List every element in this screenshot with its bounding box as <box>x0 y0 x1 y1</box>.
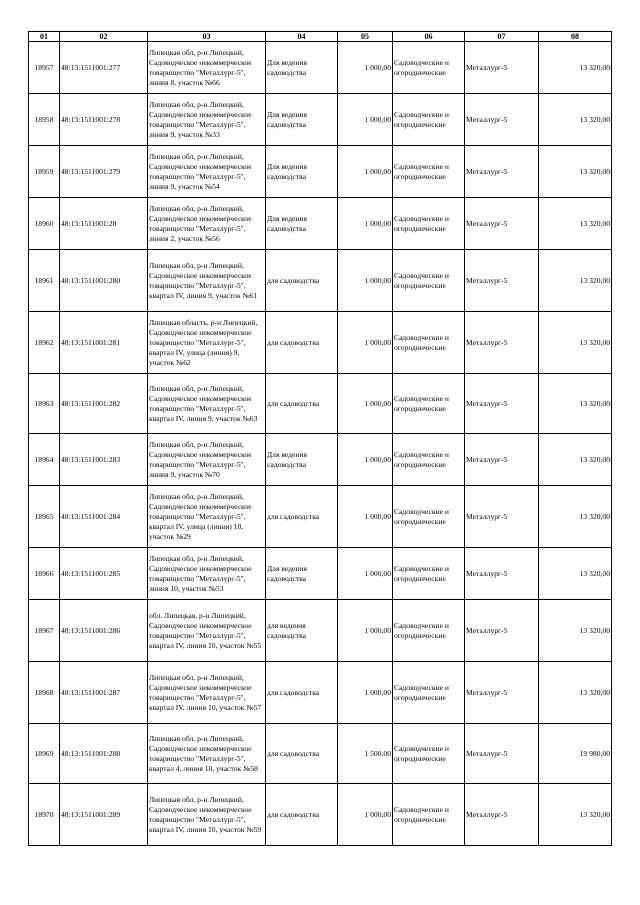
cell-row-number: 18962 <box>29 312 60 374</box>
cell-organization: Металлург-5 <box>465 250 539 312</box>
col-header-06: 06 <box>393 32 465 42</box>
cell-area: 1 000,00 <box>338 250 393 312</box>
cell-land-category: Садоводческие и огороднические <box>393 146 465 198</box>
cell-organization: Металлург-5 <box>465 486 539 548</box>
table-row <box>29 784 612 846</box>
cell-row-number: 18960 <box>29 198 60 250</box>
cell-organization: Металлург-5 <box>465 724 539 784</box>
col-header-02: 02 <box>60 32 148 42</box>
cell-cadastral-number: 48:13:1511001:286 <box>60 600 148 662</box>
cell-address: Липецкая обл, р-н Липецкий, Садоводческое некоммерческое товарищество "Металлург-5", линия 9, участок №33 <box>148 94 266 146</box>
cell-cadastral-value: 13 320,00 <box>539 312 612 374</box>
cell-land-category: Садоводческие и огороднические <box>393 198 465 250</box>
cell-area: 1 500,00 <box>338 724 393 784</box>
cell-permitted-use: для садоводства <box>266 312 338 374</box>
cell-cadastral-value: 13 320,00 <box>539 486 612 548</box>
cell-land-category: Садоводческие и огороднические <box>393 662 465 724</box>
cell-organization: Металлург-5 <box>465 548 539 600</box>
cell-row-number: 18968 <box>29 662 60 724</box>
col-header-07: 07 <box>465 32 539 42</box>
cell-row-number: 18961 <box>29 250 60 312</box>
table-row <box>29 724 612 784</box>
cell-area: 1 000,00 <box>338 146 393 198</box>
cell-permitted-use: Для ведения садоводства <box>266 146 338 198</box>
header-row <box>29 32 612 42</box>
cell-area: 1 000,00 <box>338 42 393 94</box>
cell-organization: Металлург-5 <box>465 434 539 486</box>
cell-row-number: 18958 <box>29 94 60 146</box>
cell-cadastral-number: 48:13:1511001:289 <box>60 784 148 846</box>
cell-area: 1 000,00 <box>338 548 393 600</box>
cell-cadastral-number: 48:13:1511001:284 <box>60 486 148 548</box>
cell-area: 1 000,00 <box>338 662 393 724</box>
cell-land-category: Садоводческие и огороднические <box>393 434 465 486</box>
cell-address: Липецкая обл, р-н Липецкий, Садоводческое некоммерческое товарищество "Металлург-5", линия 8, участок №66 <box>148 42 266 94</box>
cell-land-category: Садоводческие и огороднические <box>393 312 465 374</box>
table-row <box>29 662 612 724</box>
cell-permitted-use: для садоводства <box>266 662 338 724</box>
cell-row-number: 18965 <box>29 486 60 548</box>
table-row <box>29 486 612 548</box>
cell-land-category: Садоводческие и огороднические <box>393 784 465 846</box>
table-row <box>29 548 612 600</box>
cell-cadastral-value: 13 320,00 <box>539 784 612 846</box>
cell-land-category: Садоводческие и огороднические <box>393 94 465 146</box>
register-table <box>28 31 612 846</box>
cell-permitted-use: для ведения садоводства <box>266 600 338 662</box>
cell-cadastral-number: 48:13:1511001:285 <box>60 548 148 600</box>
cell-area: 1 000,00 <box>338 600 393 662</box>
table-row <box>29 374 612 434</box>
cell-address: Липецкая обл, р-н Липецкий, Садоводческое некоммерческое товарищество "Металлург-5", квартал IV, линия 9, участок №61 <box>148 250 266 312</box>
cell-address: Липецкая обл, р-н Липецкий, Садоводческое некоммерческое товарищество "Металлург-5", квартал IV, линия 10, участок №59 <box>148 784 266 846</box>
cell-permitted-use: Для ведения садоводства <box>266 198 338 250</box>
cell-row-number: 18969 <box>29 724 60 784</box>
cell-cadastral-number: 48:13:1511001:278 <box>60 94 148 146</box>
cell-land-category: Садоводческие и огороднические <box>393 600 465 662</box>
cell-row-number: 18964 <box>29 434 60 486</box>
cell-address: Липецкая обл, р-н Липецкий, Садоводческое некоммерческое товарищество "Металлург-5", квартал IV, линия 10, участок №57 <box>148 662 266 724</box>
cell-cadastral-value: 13 320,00 <box>539 600 612 662</box>
cell-organization: Металлург-5 <box>465 94 539 146</box>
cell-land-category: Садоводческие и огороднические <box>393 486 465 548</box>
cell-address: Липецкая обл, р-н Липецкий, Садоводческое некоммерческое товарищество "Металлург-5", квартал IV, улица (линия) 10, участок №29 <box>148 486 266 548</box>
cell-cadastral-number: 48:13:1511001:281 <box>60 312 148 374</box>
cell-address: обл. Липецкая, р-н Липецкий, Садоводческое некоммерческое товарищество "Металлург-5", квартал IV, линия 10, участок №55 <box>148 600 266 662</box>
cell-permitted-use: для садоводства <box>266 486 338 548</box>
cell-address: Липецкая обл, р-н Липецкий, Садоводческое некоммерческое товарищество "Металлург-5", квартал 4, линия 10, участок №58 <box>148 724 266 784</box>
cell-address: Липецкая обл, р-н Липецкий, Садоводческое некоммерческое товарищество "Металлург-5", квартал IV, линия 9, участок №63 <box>148 374 266 434</box>
cell-cadastral-number: 48:13:1511001:28 <box>60 198 148 250</box>
table-row <box>29 42 612 94</box>
cell-permitted-use: Для ведения садоводства <box>266 548 338 600</box>
cell-area: 1 000,00 <box>338 312 393 374</box>
cell-cadastral-value: 13 320,00 <box>539 250 612 312</box>
table-row <box>29 146 612 198</box>
cell-organization: Металлург-5 <box>465 198 539 250</box>
cell-row-number: 18959 <box>29 146 60 198</box>
col-header-05: 05 <box>338 32 393 42</box>
cell-area: 1 000,00 <box>338 434 393 486</box>
cell-row-number: 18970 <box>29 784 60 846</box>
cell-row-number: 18967 <box>29 600 60 662</box>
cell-address: Липецкая область, р-н Липецкий, Садоводческое некоммерческое товарищество "Металлург-5", квартал IV, улица (линия) 9, участок №62 <box>148 312 266 374</box>
cell-area: 1 000,00 <box>338 784 393 846</box>
cell-cadastral-number: 48:13:1511001:277 <box>60 42 148 94</box>
table-row <box>29 434 612 486</box>
cell-land-category: Садоводческие и огороднические <box>393 374 465 434</box>
cell-cadastral-value: 19 980,00 <box>539 724 612 784</box>
cell-address: Липецкая обл, р-н Липецкий, Садоводческое некоммерческое товарищество "Металлург-5", линия 9, участок №54 <box>148 146 266 198</box>
cell-row-number: 18957 <box>29 42 60 94</box>
cell-land-category: Садоводческие и огороднические <box>393 42 465 94</box>
cell-land-category: Садоводческие и огороднические <box>393 548 465 600</box>
cell-cadastral-value: 13 320,00 <box>539 94 612 146</box>
col-header-04: 04 <box>266 32 338 42</box>
cell-area: 1 000,00 <box>338 94 393 146</box>
cell-permitted-use: для садоводства <box>266 724 338 784</box>
cell-organization: Металлург-5 <box>465 146 539 198</box>
cell-permitted-use: Для ведения садоводства <box>266 94 338 146</box>
cell-organization: Металлург-5 <box>465 784 539 846</box>
cell-cadastral-number: 48:13:1511001:280 <box>60 250 148 312</box>
col-header-03: 03 <box>148 32 266 42</box>
cell-organization: Металлург-5 <box>465 662 539 724</box>
table-row <box>29 94 612 146</box>
cell-land-category: Садоводческие и огороднические <box>393 724 465 784</box>
col-header-08: 08 <box>539 32 612 42</box>
cell-organization: Металлург-5 <box>465 374 539 434</box>
cell-cadastral-number: 48:13:1511001:283 <box>60 434 148 486</box>
cell-row-number: 18963 <box>29 374 60 434</box>
cell-cadastral-number: 48:13:1511001:288 <box>60 724 148 784</box>
table-row <box>29 600 612 662</box>
cell-permitted-use: для садоводства <box>266 374 338 434</box>
cell-cadastral-value: 13 320,00 <box>539 548 612 600</box>
cell-address: Липецкая обл, р-н Липецкий, Садоводческое некоммерческое товарищество "Металлург-5", линия 2, участок №56 <box>148 198 266 250</box>
cell-address: Липецкая обл, р-н Липецкий, Садоводческое некоммерческое товарищество "Металлург-5", линия 10, участок №53 <box>148 548 266 600</box>
cell-area: 1 000,00 <box>338 374 393 434</box>
table-row <box>29 250 612 312</box>
cell-organization: Металлург-5 <box>465 42 539 94</box>
cell-permitted-use: для садоводства <box>266 784 338 846</box>
cell-permitted-use: Для ведения садоводства <box>266 42 338 94</box>
cell-organization: Металлург-5 <box>465 312 539 374</box>
col-header-01: 01 <box>29 32 60 42</box>
cell-land-category: Садоводческие и огороднические <box>393 250 465 312</box>
cell-area: 1 000,00 <box>338 486 393 548</box>
cell-area: 1 000,00 <box>338 198 393 250</box>
cell-cadastral-value: 13 320,00 <box>539 42 612 94</box>
table-row <box>29 198 612 250</box>
cell-cadastral-value: 13 320,00 <box>539 198 612 250</box>
cell-address: Липецкая обл, р-н Липецкий, Садоводческое некоммерческое товарищество "Металлург-5", линия 9, участок №70 <box>148 434 266 486</box>
cell-cadastral-number: 48:13:1511001:282 <box>60 374 148 434</box>
table-row <box>29 312 612 374</box>
cell-cadastral-value: 13 320,00 <box>539 434 612 486</box>
cell-permitted-use: для садоводства <box>266 250 338 312</box>
cell-cadastral-value: 13 320,00 <box>539 662 612 724</box>
cell-permitted-use: Для ведения садоводства <box>266 434 338 486</box>
cell-cadastral-value: 13 320,00 <box>539 374 612 434</box>
cell-cadastral-number: 48:13:1511001:287 <box>60 662 148 724</box>
cell-cadastral-number: 48:13:1511001:279 <box>60 146 148 198</box>
cell-organization: Металлург-5 <box>465 600 539 662</box>
cell-cadastral-value: 13 320,00 <box>539 146 612 198</box>
cell-row-number: 18966 <box>29 548 60 600</box>
